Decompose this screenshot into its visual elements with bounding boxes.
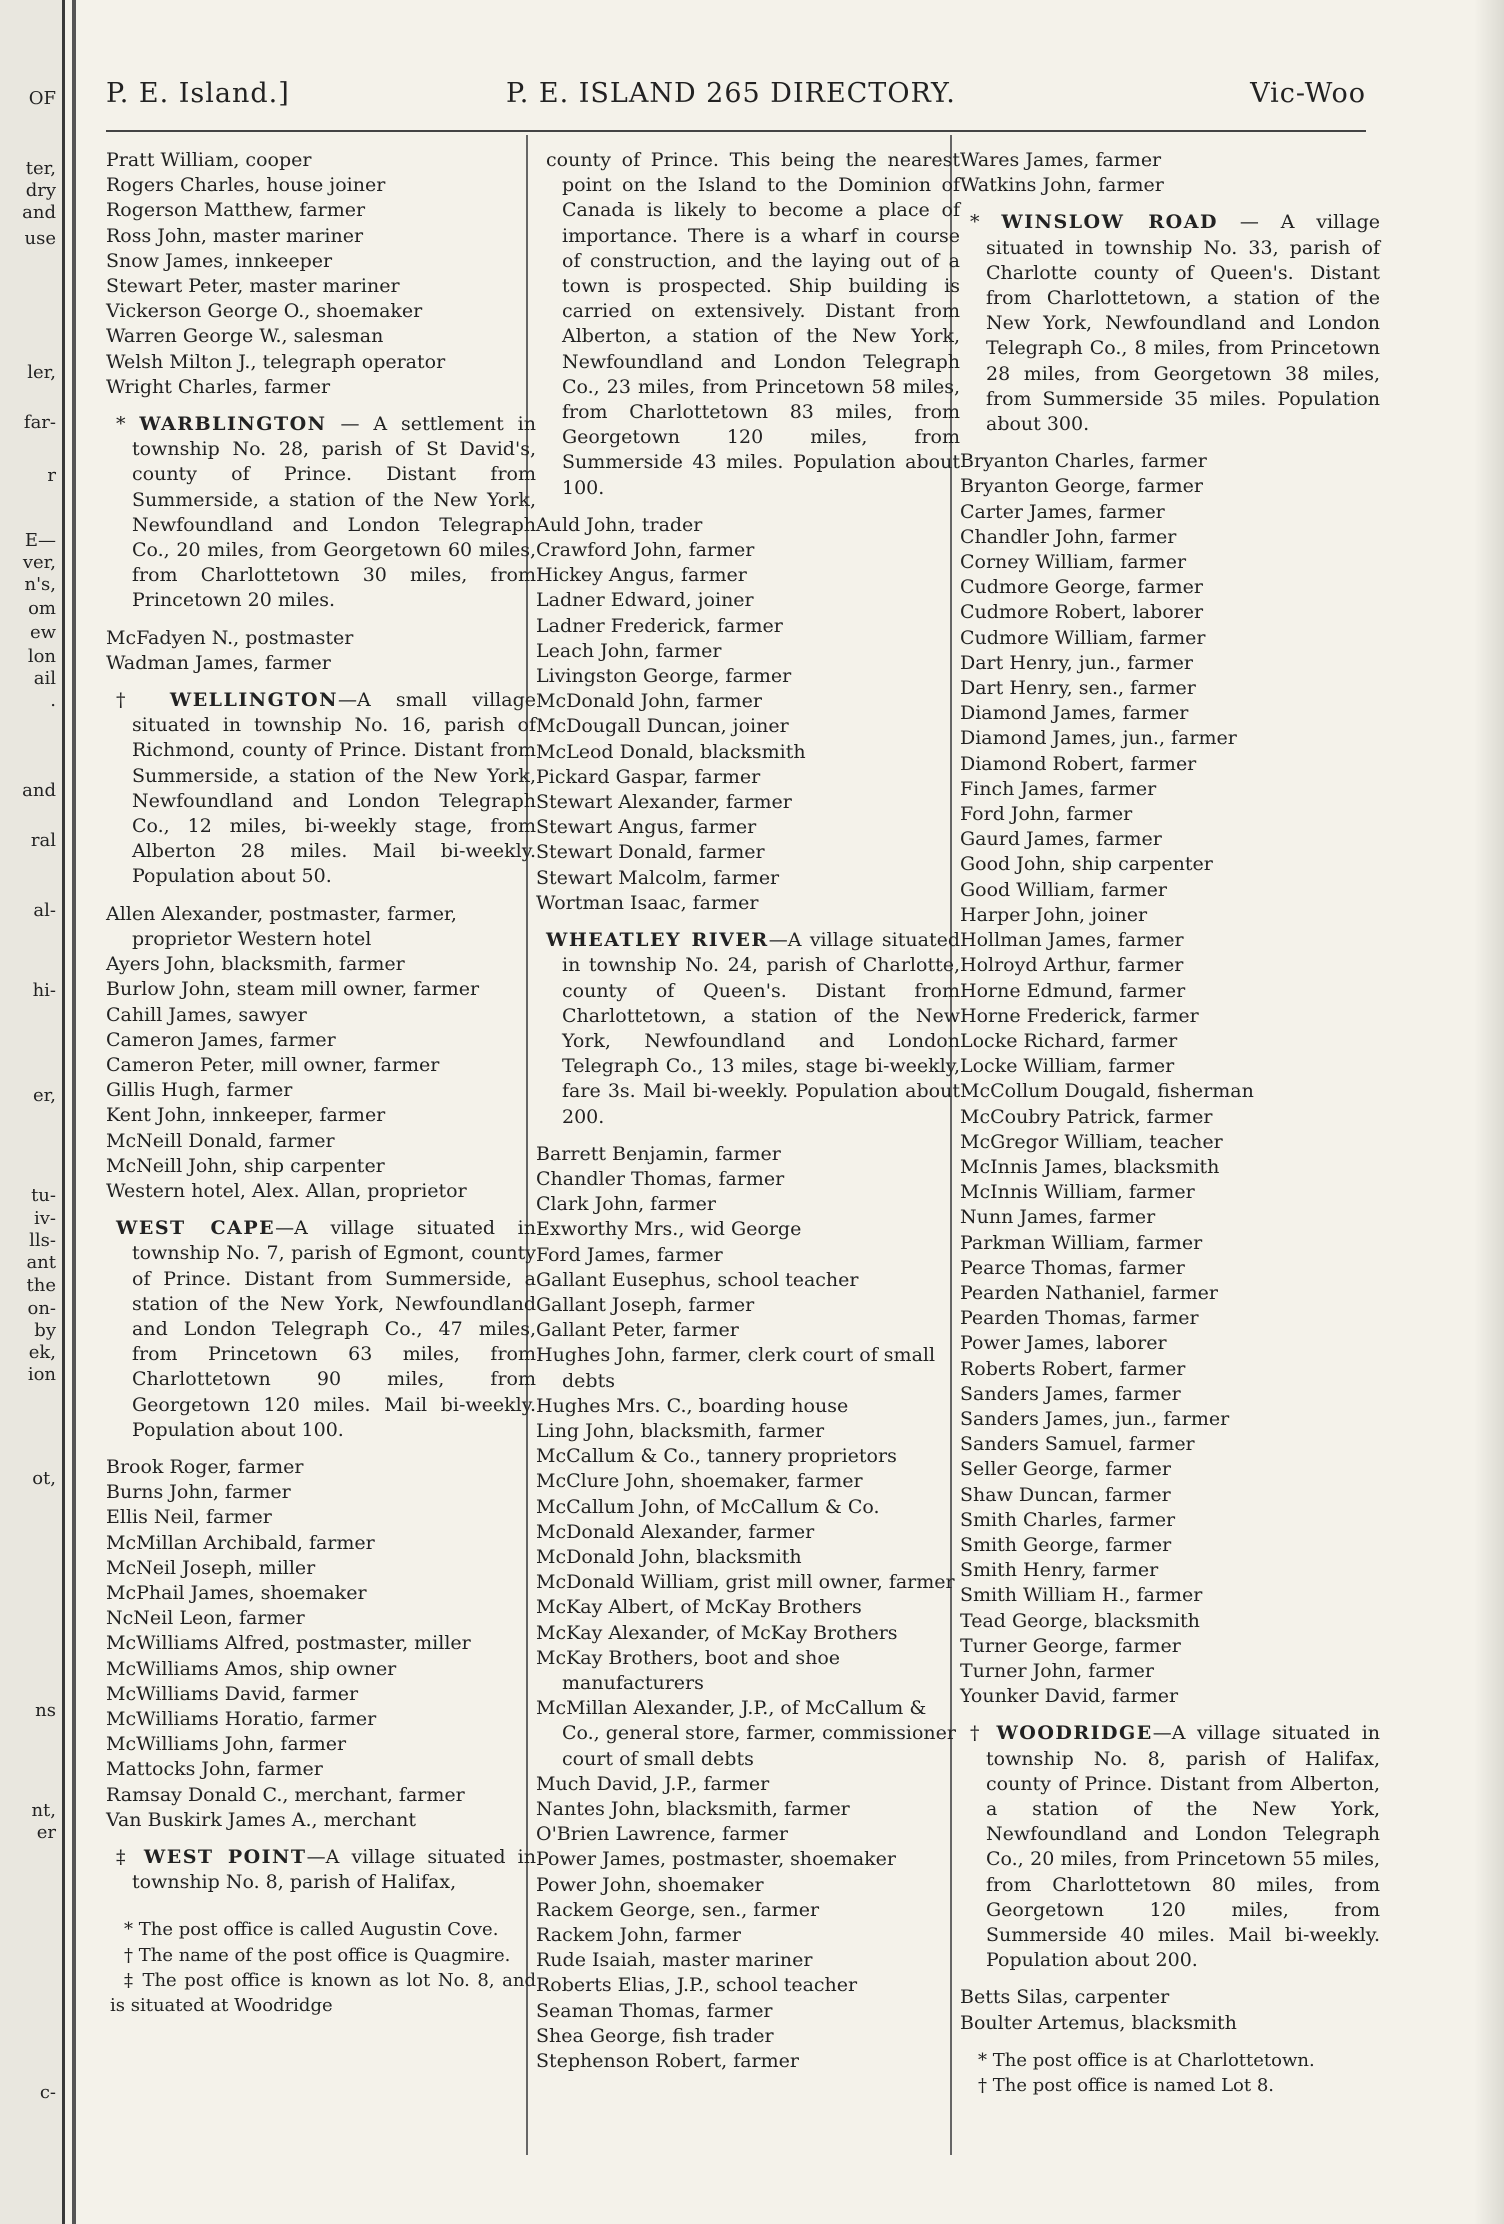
directory-entry: Ford John, farmer: [960, 803, 1133, 826]
directory-entry: Cameron Peter, mill owner, farmer: [106, 1053, 440, 1076]
directory-entry: McFadyen N., postmaster: [106, 626, 354, 649]
directory-entry: Rackem John, farmer: [536, 1924, 741, 1947]
spacer: [536, 916, 960, 928]
directory-entry: Younker David, farmer: [960, 1685, 1179, 1708]
directory-entry: Cudmore George, farmer: [960, 576, 1203, 599]
directory-entry: McPhail James, shoemaker: [106, 1581, 367, 1604]
directory-entry: McCoubry Patrick, farmer: [960, 1105, 1213, 1128]
directory-entry: Livingston George, farmer: [536, 665, 792, 688]
previous-page-fragment: dry: [25, 180, 56, 201]
directory-entry: Smith Henry, farmer: [960, 1559, 1159, 1582]
previous-page-fragment: the: [26, 1275, 56, 1296]
previous-page-strip: [0, 0, 65, 2224]
previous-page-fragment: on-: [27, 1298, 56, 1319]
directory-entry: Pratt William, cooper: [106, 149, 312, 171]
directory-entry: McMillan Archibald, farmer: [106, 1531, 375, 1554]
previous-page-fragment: ter,: [25, 158, 56, 179]
directory-entry: Hughes John, farmer, clerk court of small debts: [536, 1344, 936, 1392]
directory-entry: Smith George, farmer: [960, 1533, 1172, 1556]
directory-entry: Diamond Robert, farmer: [960, 752, 1197, 775]
directory-entry: Bryanton Charles, farmer: [960, 450, 1207, 473]
previous-page-fragment: r: [47, 465, 56, 486]
directory-entry: McCallum John, of McCallum & Co.: [536, 1495, 880, 1518]
directory-entry: Roberts Robert, farmer: [960, 1357, 1186, 1380]
directory-entry: Roberts Elias, J.P., school teacher: [536, 1974, 858, 1997]
column-1: [106, 148, 536, 2018]
directory-entry: Ladner Frederick, farmer: [536, 614, 783, 637]
footnote: * The post office is called Augustin Cove.: [124, 1919, 499, 1941]
previous-page-fragment: al-: [33, 900, 56, 921]
spacer: [960, 2036, 1380, 2048]
place-name: WOODRIDGE: [996, 1722, 1153, 1745]
directory-entry: McWilliams Amos, ship owner: [106, 1657, 397, 1680]
previous-page-fragment: lon: [27, 646, 56, 667]
directory-entry: Smith William H., farmer: [960, 1584, 1203, 1607]
directory-entry: Sanders James, farmer: [960, 1382, 1181, 1405]
directory-entry: McWilliams John, farmer: [106, 1733, 347, 1756]
directory-entry: McDonald John, blacksmith: [536, 1545, 802, 1568]
place-description: † WELLINGTON—A small village situated in township No. 16, parish of Richmond, county of Prince. Distant from Summerside, a station of the New York, Newfoundland and London Telegraph Co., 12 miles, bi-weekly stage, from Alberton 28 miles. Mail bi-weekly. Population about 50.: [116, 689, 536, 888]
previous-page-fragment: tu-: [31, 1185, 56, 1206]
directory-entry: Rogerson Matthew, farmer: [106, 199, 366, 222]
directory-entry: McLeod Donald, blacksmith: [536, 740, 806, 763]
place-description: * WARBLINGTON — A settlement in township No. 28, parish of St David's, county of Prince. Distant from Summerside, a station of the New York, Newfoundland and London Telegraph Co., 20 miles, from Georgetown 60 miles, from Charlottetown 30 miles, from Princetown 20 miles.: [116, 413, 536, 612]
directory-entry: Ford James, farmer: [536, 1243, 723, 1266]
header-right: Vic-Woo: [1250, 78, 1366, 109]
directory-entry: McWilliams David, farmer: [106, 1682, 359, 1705]
directory-entry: McClure John, shoemaker, farmer: [536, 1470, 863, 1493]
directory-entry: Seaman Thomas, farmer: [536, 1999, 773, 2022]
spacer: [536, 1130, 960, 1142]
directory-entry: O'Brien Lawrence, farmer: [536, 1823, 788, 1846]
directory-entry: Tead George, blacksmith: [960, 1609, 1200, 1632]
spacer: [106, 1443, 536, 1455]
column-2: [536, 148, 960, 2074]
directory-entry: Power James, laborer: [960, 1332, 1167, 1355]
directory-entry: Turner John, farmer: [960, 1659, 1154, 1682]
spacer: [106, 1895, 536, 1917]
spacer: [960, 1709, 1380, 1721]
directory-entry: McKay Brothers, boot and shoe manufacturers: [536, 1646, 841, 1694]
previous-page-fragment: ver,: [22, 552, 56, 573]
directory-entry: Stephenson Robert, farmer: [536, 2050, 799, 2073]
directory-entry: Dart Henry, jun., farmer: [960, 651, 1194, 674]
directory-entry: Gallant Eusephus, school teacher: [536, 1268, 859, 1291]
directory-entry: Burlow John, steam mill owner, farmer: [106, 978, 480, 1001]
directory-entry: Bryanton George, farmer: [960, 475, 1203, 498]
previous-page-fragment: ot,: [32, 1468, 56, 1489]
directory-entry: McKay Alexander, of McKay Brothers: [536, 1621, 898, 1644]
directory-entry: Gallant Joseph, farmer: [536, 1293, 755, 1316]
directory-entry: Gallant Peter, farmer: [536, 1319, 739, 1342]
directory-entry: Dart Henry, sen., farmer: [960, 677, 1196, 700]
place-description: ‡ WEST POINT—A village situated in township No. 8, parish of Halifax,: [116, 1846, 536, 1894]
directory-entry: Rackem George, sen., farmer: [536, 1898, 820, 1921]
previous-page-fragment: ek,: [28, 1342, 56, 1363]
directory-page: [84, 0, 1504, 2224]
directory-entry: Clark John, farmer: [536, 1193, 716, 1216]
previous-page-fragment: and: [22, 202, 56, 223]
directory-entry: Kent John, innkeeper, farmer: [106, 1104, 386, 1127]
directory-entry: Boulter Artemus, blacksmith: [960, 2011, 1237, 2034]
previous-page-fragment: ral: [30, 830, 56, 851]
directory-entry: Parkman William, farmer: [960, 1231, 1203, 1254]
header-rule: [106, 130, 1366, 132]
directory-entry: Betts Silas, carpenter: [960, 1986, 1170, 2009]
directory-entry: McCollum Dougald, fisherman: [960, 1080, 1254, 1103]
previous-page-fragment: use: [24, 228, 56, 249]
directory-entry: Mattocks John, farmer: [106, 1758, 323, 1781]
directory-entry: McDonald Alexander, farmer: [536, 1520, 815, 1543]
place-name: WARBLINGTON: [139, 413, 327, 436]
directory-entry: McGregor William, teacher: [960, 1130, 1223, 1153]
place-name: WINSLOW ROAD: [1001, 211, 1218, 234]
place-name: WHEATLEY RIVER: [546, 929, 769, 952]
directory-entry: McDonald William, grist mill owner, farmer: [536, 1571, 955, 1594]
directory-entry: Hickey Angus, farmer: [536, 564, 747, 587]
previous-page-fragment: er,: [32, 1085, 56, 1106]
directory-entry: McWilliams Horatio, farmer: [106, 1707, 377, 1730]
directory-entry: Stewart Malcolm, farmer: [536, 866, 780, 889]
previous-page-fragment: hi-: [32, 980, 56, 1001]
previous-page-fragment: ler,: [27, 362, 56, 383]
previous-page-fragment: E—: [24, 530, 56, 551]
directory-entry: Ramsay Donald C., merchant, farmer: [106, 1783, 465, 1806]
directory-entry: McWilliams Alfred, postmaster, miller: [106, 1632, 471, 1655]
directory-entry: Ayers John, blacksmith, farmer: [106, 953, 405, 976]
directory-entry: Warren George W., salesman: [106, 325, 384, 348]
header-left: P. E. Island.]: [106, 78, 290, 109]
directory-entry: Sanders James, jun., farmer: [960, 1407, 1230, 1430]
place-name: WELLINGTON: [169, 689, 338, 712]
directory-entry: Harper John, joiner: [960, 903, 1148, 926]
directory-entry: Power John, shoemaker: [536, 1873, 764, 1896]
directory-entry: Smith Charles, farmer: [960, 1508, 1176, 1531]
directory-entry: Watkins John, farmer: [960, 174, 1164, 197]
directory-entry: Good William, farmer: [960, 878, 1167, 901]
page-gutter: [72, 0, 76, 2224]
previous-page-fragment: iv-: [33, 1208, 56, 1229]
directory-entry: Power James, postmaster, shoemaker: [536, 1848, 897, 1871]
directory-entry: Crawford John, farmer: [536, 539, 755, 562]
directory-entry: Gaurd James, farmer: [960, 828, 1162, 851]
directory-entry: Auld John, trader: [536, 513, 703, 536]
directory-entry: Allen Alexander, postmaster, farmer, proprietor Western hotel: [106, 902, 457, 950]
previous-page-fragment: c-: [39, 2082, 56, 2103]
place-description: WHEATLEY RIVER—A village situated in township No. 24, parish of Charlotte, county of Queen's. Distant from Charlottetown, a station of the New York, Newfoundland and London Telegraph Co., 13 miles, stage bi-weekly, fare 3s. Mail bi-weekly. Population about 200.: [546, 929, 960, 1128]
place-name: WEST POINT: [143, 1846, 307, 1868]
directory-entry: Hughes Mrs. C., boarding house: [536, 1394, 849, 1417]
directory-entry: Pearce Thomas, farmer: [960, 1256, 1185, 1279]
directory-entry: Much David, J.P., farmer: [536, 1772, 770, 1795]
directory-entry: Good John, ship carpenter: [960, 853, 1213, 876]
running-header: [106, 78, 1366, 122]
spacer: [106, 890, 536, 902]
spacer: [960, 1973, 1380, 1985]
directory-entry: McNeil Joseph, miller: [106, 1556, 316, 1579]
directory-entry: Western hotel, Alex. Allan, proprietor: [106, 1179, 467, 1202]
directory-entry: Nantes John, blacksmith, farmer: [536, 1798, 850, 1820]
directory-entry: Pearden Thomas, farmer: [960, 1307, 1199, 1330]
directory-entry: McInnis James, blacksmith: [960, 1155, 1220, 1178]
page-shadow: [1474, 0, 1504, 2224]
directory-entry: McDougall Duncan, joiner: [536, 715, 789, 738]
spacer: [106, 400, 536, 412]
directory-entry: Wares James, farmer: [960, 149, 1162, 171]
directory-entry: McInnis William, farmer: [960, 1181, 1195, 1204]
place-description: † WOODRIDGE—A village situated in township No. 8, parish of Halifax, county of Prince. Distant from Alberton, a station of the New York, Newfoundland and London Telegraph Co., 20 miles, from Princetown 55 miles, from Charlottetown 80 miles, from Georgetown 120 miles, from Summerside 40 miles. Mail bi-weekly. Population about 200.: [970, 1722, 1381, 1972]
directory-entry: Sanders Samuel, farmer: [960, 1433, 1195, 1456]
directory-entry: Stewart Peter, master mariner: [106, 275, 400, 298]
previous-page-fragment: ion: [27, 1364, 56, 1385]
previous-page-fragment: lls-: [29, 1230, 56, 1251]
directory-entry: Welsh Milton J., telegraph operator: [106, 350, 446, 373]
directory-entry: Cameron James, farmer: [106, 1028, 336, 1051]
directory-entry: Cahill James, sawyer: [106, 1003, 307, 1026]
directory-entry: Wadman James, farmer: [106, 651, 331, 674]
directory-entry: Chandler Thomas, farmer: [536, 1167, 785, 1190]
spacer: [106, 614, 536, 626]
directory-entry: Gillis Hugh, farmer: [106, 1079, 293, 1102]
spacer: [106, 1204, 536, 1216]
directory-entry: Pickard Gaspar, farmer: [536, 765, 761, 788]
directory-entry: McKay Albert, of McKay Brothers: [536, 1596, 862, 1619]
footnote: * The post office is at Charlottetown.: [978, 2049, 1315, 2071]
header-center: P. E. ISLAND 265 DIRECTORY.: [506, 78, 956, 109]
directory-entry: Ellis Neil, farmer: [106, 1506, 272, 1529]
previous-page-fragment: far-: [23, 412, 56, 433]
directory-entry: Seller George, farmer: [960, 1458, 1171, 1481]
directory-entry: Locke Richard, farmer: [960, 1029, 1178, 1052]
spacer: [106, 1833, 536, 1845]
previous-page-fragment: ew: [29, 622, 56, 643]
directory-entry: Diamond James, farmer: [960, 702, 1189, 725]
directory-entry: Corney William, farmer: [960, 551, 1187, 574]
directory-entry: Diamond James, jun., farmer: [960, 727, 1237, 750]
directory-entry: McCallum & Co., tannery proprietors: [536, 1445, 897, 1468]
footnote: † The name of the post office is Quagmire.: [124, 1944, 511, 1966]
directory-entry: Turner George, farmer: [960, 1634, 1181, 1657]
spacer: [960, 198, 1380, 210]
directory-entry: Pearden Nathaniel, farmer: [960, 1281, 1218, 1304]
directory-entry: Stewart Donald, farmer: [536, 841, 765, 864]
directory-entry: Wortman Isaac, farmer: [536, 891, 759, 914]
directory-entry: Snow James, innkeeper: [106, 249, 333, 272]
directory-entry: Van Buskirk James A., merchant: [106, 1808, 417, 1831]
directory-entry: Wright Charles, farmer: [106, 375, 331, 398]
place-name: WEST CAPE: [116, 1217, 276, 1240]
column-3: [960, 148, 1380, 2098]
directory-entry: Leach John, farmer: [536, 639, 722, 662]
previous-page-fragment: by: [34, 1320, 56, 1341]
previous-page-fragment: om: [28, 598, 56, 619]
directory-entry: Shaw Duncan, farmer: [960, 1483, 1171, 1506]
directory-entry: Rude Isaiah, master mariner: [536, 1949, 813, 1972]
place-description: WEST CAPE—A village situated in township No. 7, parish of Egmont, county of Prince. Distant from Summerside, a station of the New York, Newfoundland and London Telegraph Co., 47 miles, from Princetown 63 miles, from Charlottetown 90 miles, from Georgetown 120 miles. Mail bi-weekly. Population about 100.: [116, 1217, 536, 1441]
directory-entry: Ling John, blacksmith, farmer: [536, 1419, 825, 1442]
footnote: ‡ The post office is known as lot No. 8, and is situated at Woodridge: [110, 1969, 536, 2017]
directory-entry: Locke William, farmer: [960, 1055, 1175, 1078]
directory-entry: Brook Roger, farmer: [106, 1455, 304, 1478]
previous-page-fragment: ant: [26, 1252, 56, 1273]
directory-entry: Burns John, farmer: [106, 1481, 291, 1504]
directory-entry: McDonald John, farmer: [536, 690, 763, 713]
directory-entry: Horne Edmund, farmer: [960, 979, 1186, 1002]
place-description: * WINSLOW ROAD — A village situated in township No. 33, parish of Charlotte county of Queen's. Distant from Charlottetown, a station of the New York, Newfoundland and London Telegraph Co., 8 miles, from Princetown 28 miles, from Georgetown 38 miles, from Summerside 35 miles. Population about 300.: [970, 211, 1380, 436]
directory-entry: Nunn James, farmer: [960, 1206, 1156, 1229]
previous-page-fragment: ail: [33, 668, 56, 689]
place-description: county of Prince. This being the nearest point on the Island to the Dominion of Canada is likely to become a place of importance. There is a wharf in course of construction, and the laying out of a town is prospected. Ship building is carried on extensively. Distant from Alberton, a station of the New York, Newfoundland and London Telegraph Co., 23 miles, from Princetown 58 miles, from Charlottetown 83 miles, from Georgetown 120 miles, from Summerside 43 miles. Population about 100.: [546, 149, 960, 499]
previous-page-fragment: nt,: [31, 1800, 56, 1821]
directory-entry: Finch James, farmer: [960, 777, 1157, 800]
directory-entry: Shea George, fish trader: [536, 2024, 774, 2047]
directory-entry: Rogers Charles, house joiner: [106, 174, 386, 197]
directory-entry: McNeill John, ship carpenter: [106, 1154, 385, 1177]
previous-page-fragment: OF: [28, 88, 56, 109]
previous-page-fragment: and: [22, 780, 56, 801]
footnote: † The post office is named Lot 8.: [978, 2075, 1275, 2097]
spacer: [106, 676, 536, 688]
directory-entry: Barrett Benjamin, farmer: [536, 1142, 781, 1165]
directory-entry: Hollman James, farmer: [960, 929, 1184, 952]
directory-entry: Chandler John, farmer: [960, 525, 1177, 548]
directory-entry: Holroyd Arthur, farmer: [960, 954, 1184, 977]
directory-entry: NcNeil Leon, farmer: [106, 1607, 305, 1630]
spacer: [960, 437, 1380, 449]
directory-entry: Ladner Edward, joiner: [536, 589, 754, 612]
previous-page-fragment: .: [50, 690, 56, 711]
directory-entry: Cudmore Robert, laborer: [960, 601, 1204, 624]
directory-entry: Horne Frederick, farmer: [960, 1004, 1199, 1027]
directory-entry: Ross John, master mariner: [106, 224, 364, 247]
directory-entry: Stewart Alexander, farmer: [536, 791, 792, 814]
previous-page-fragment: n's,: [24, 574, 56, 595]
previous-page-fragment: ns: [35, 1700, 56, 1721]
directory-entry: McNeill Donald, farmer: [106, 1129, 335, 1152]
directory-entry: Stewart Angus, farmer: [536, 816, 757, 839]
spacer: [536, 501, 960, 513]
previous-page-fragment: er: [36, 1822, 56, 1843]
directory-entry: Exworthy Mrs., wid George: [536, 1218, 802, 1241]
directory-entry: Vickerson George O., shoemaker: [106, 300, 423, 323]
directory-entry: McMillan Alexander, J.P., of McCallum & Co., general store, farmer, commissioner court of small debts: [536, 1697, 956, 1770]
directory-entry: Cudmore William, farmer: [960, 626, 1206, 649]
directory-entry: Carter James, farmer: [960, 500, 1165, 523]
